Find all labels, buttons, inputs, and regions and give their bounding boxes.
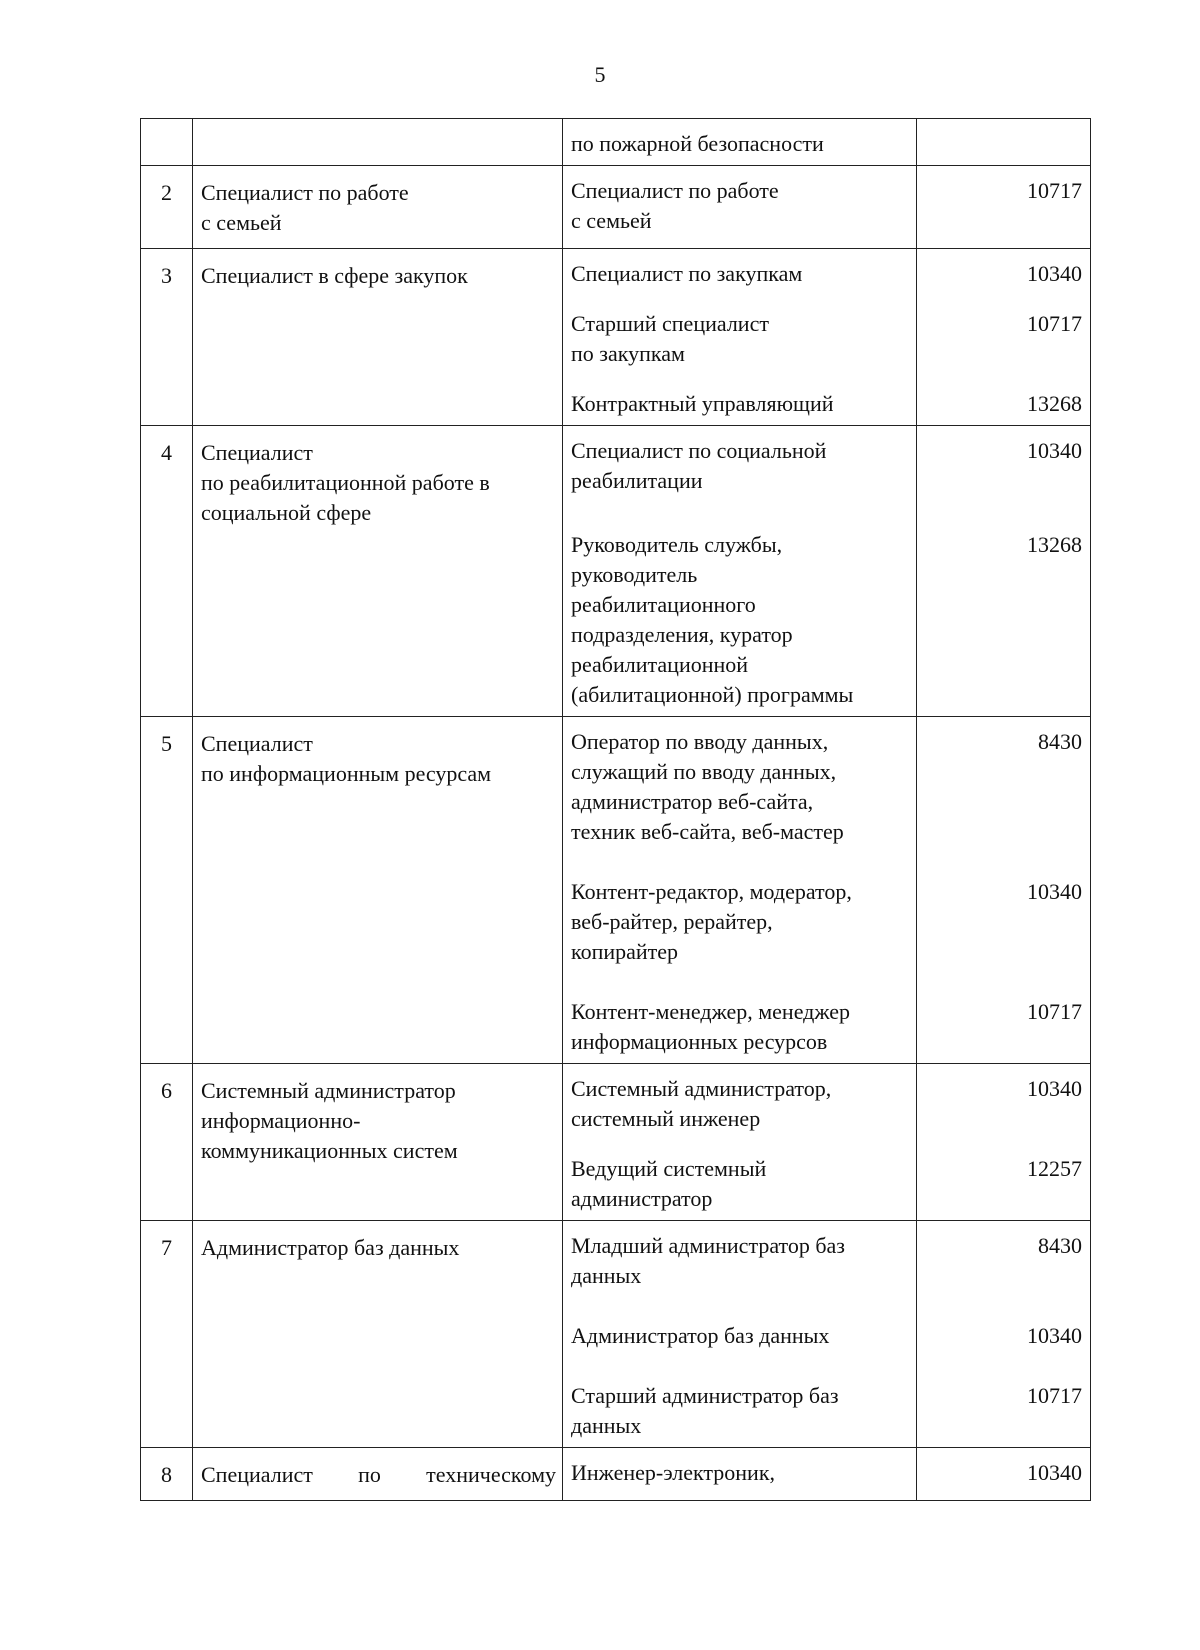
table-row (141, 1221, 1091, 1448)
position-title: Ведущий системный администратор (571, 1156, 767, 1211)
salary-value: 13268 (1027, 391, 1082, 416)
salary-value: 8430 (1038, 729, 1082, 754)
group-name-text: Администратор баз данных (201, 1235, 460, 1260)
salary-value: 10340 (1027, 879, 1082, 904)
table-row (141, 1448, 1091, 1501)
positions-cell (563, 119, 917, 166)
group-name-text: Специалист по реабилитационной работе в социальной сфере (201, 440, 490, 525)
qualification-table (140, 118, 1091, 1501)
group-name (193, 1064, 563, 1221)
salary-value: 10717 (1027, 311, 1082, 336)
position-title: Контент-редактор, модератор, веб-райтер, рерайтер, копирайтер (571, 879, 852, 964)
position-title: Оператор по вводу данных, служащий по вводу данных, администратор веб-сайта, техник веб-сайта, веб-мастер (571, 729, 844, 844)
table-body (141, 119, 1091, 1501)
positions-cell (563, 1064, 917, 1221)
group-name (193, 1221, 563, 1448)
table-row (141, 249, 1091, 426)
position-title: Специалист по социальной реабилитации (571, 438, 827, 493)
row-number: 2 (141, 166, 193, 249)
group-name (193, 717, 563, 1064)
position-title: Администратор баз данных (571, 1323, 830, 1348)
salary-cell (917, 717, 1091, 1064)
position-title: Старший специалист по закупкам (571, 311, 769, 366)
position-title: Системный администратор, системный инженер (571, 1076, 832, 1131)
salary-value: 13268 (1027, 532, 1082, 557)
position-title: Контент-менеджер, менеджер информационных ресурсов (571, 999, 851, 1054)
group-name-text: Специалист в сфере закупок (201, 263, 468, 288)
salary-value: 8430 (1038, 1233, 1082, 1258)
row-number: 4 (141, 426, 193, 717)
row-number: 5 (141, 717, 193, 1064)
table-row (141, 426, 1091, 717)
row-number (141, 119, 193, 166)
positions-cell (563, 426, 917, 717)
positions-cell (563, 717, 917, 1064)
group-name-text: Системный администратор информационно- коммуникационных систем (201, 1078, 458, 1163)
salary-cell (917, 426, 1091, 717)
row-number: 3 (141, 249, 193, 426)
position-title: Специалист по закупкам (571, 261, 803, 286)
position-title: по пожарной безопасности (571, 131, 824, 156)
salary-cell (917, 1221, 1091, 1448)
group-name (193, 426, 563, 717)
positions-cell (563, 249, 917, 426)
salary-value: 10717 (1027, 999, 1082, 1024)
position-title: Младший администратор баз данных (571, 1233, 846, 1288)
salary-value: 12257 (1027, 1156, 1082, 1181)
group-name-text: Специалист по техническому (201, 1462, 556, 1487)
position-title: Старший администратор баз данных (571, 1383, 839, 1438)
salary-cell (917, 249, 1091, 426)
salary-value: 10340 (1027, 438, 1082, 463)
position-title: Руководитель службы, руководитель реабилитационного подразделения, куратор реабилитационной (абилитационной) программы (571, 532, 854, 707)
salary-value: 10717 (1027, 178, 1082, 203)
salary-value: 10340 (1027, 1460, 1082, 1485)
group-name-text: Специалист по информационным ресурсам (201, 731, 492, 786)
table-row (141, 1064, 1091, 1221)
group-name (193, 1448, 563, 1501)
positions-cell (563, 1221, 917, 1448)
salary-value: 10340 (1027, 261, 1082, 286)
row-number: 8 (141, 1448, 193, 1501)
salary-value (923, 129, 1082, 159)
group-name-text: Специалист по работе с семьей (201, 180, 409, 235)
table-row (141, 717, 1091, 1064)
positions-cell (563, 1448, 917, 1501)
page-number: 5 (594, 62, 606, 87)
salary-value: 10340 (1027, 1323, 1082, 1348)
salary-value: 10340 (1027, 1076, 1082, 1101)
position-title: Инженер-электроник, (571, 1460, 776, 1485)
positions-cell (563, 166, 917, 249)
position-title: Специалист по работе с семьей (571, 178, 779, 233)
group-name (193, 166, 563, 249)
salary-cell (917, 166, 1091, 249)
salary-value: 10717 (1027, 1383, 1082, 1408)
salary-cell (917, 1064, 1091, 1221)
group-name (193, 249, 563, 426)
table-row (141, 166, 1091, 249)
salary-cell (917, 119, 1091, 166)
table-row (141, 119, 1091, 166)
row-number: 7 (141, 1221, 193, 1448)
row-number: 6 (141, 1064, 193, 1221)
salary-cell (917, 1448, 1091, 1501)
position-title: Контрактный управляющий (571, 391, 834, 416)
group-name (193, 119, 563, 166)
